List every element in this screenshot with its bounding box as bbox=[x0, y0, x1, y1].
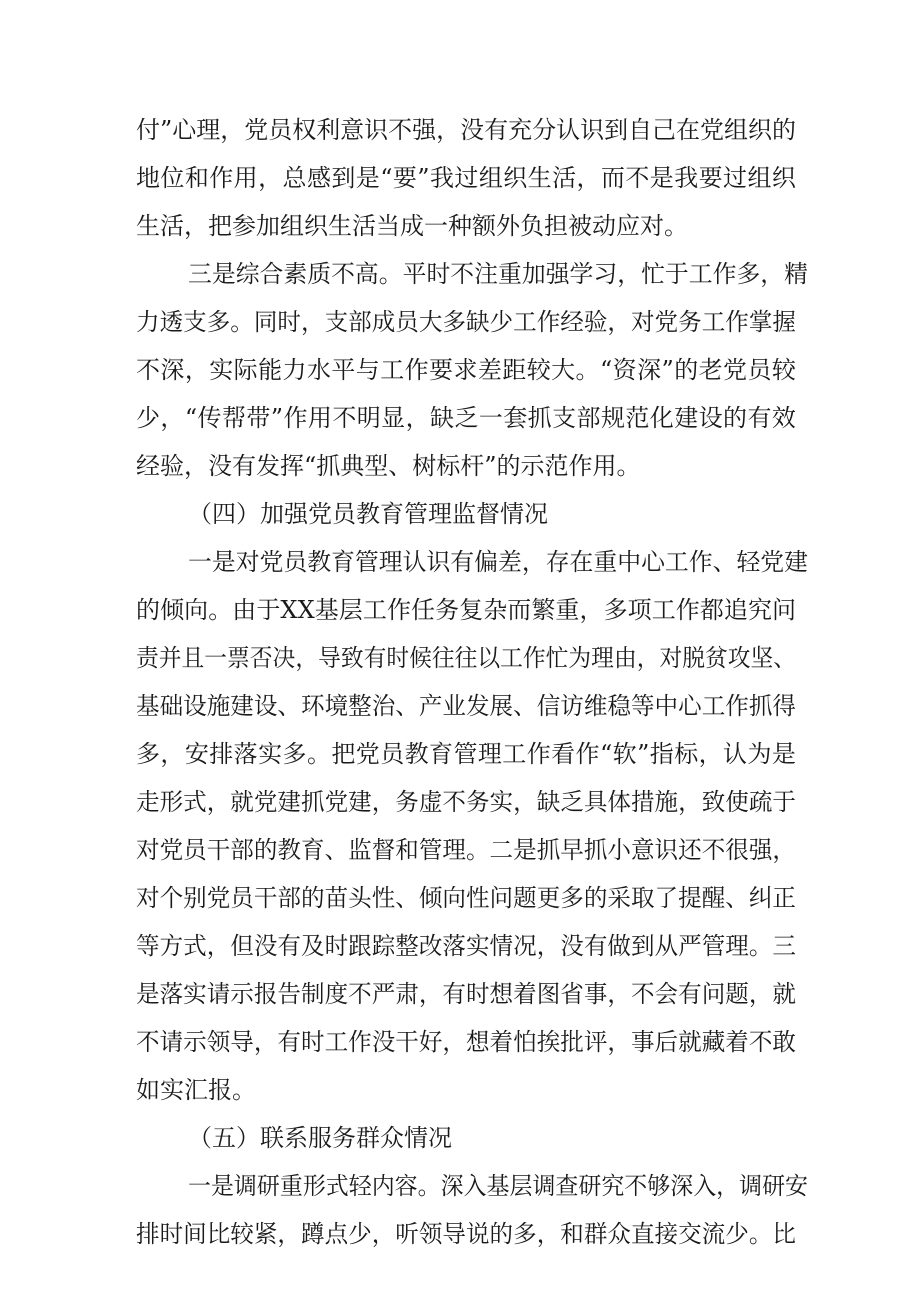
text-line: 一是对党员教育管理认识有偏差，存在重中心工作、轻党建 bbox=[188, 548, 809, 576]
text-line: 基础设施建设、环境整治、产业发展、信访维稳等中心工作抓得 bbox=[136, 692, 796, 720]
text-line: 是落实请示报告制度不严肃，有时想着图省事，不会有问题，就 bbox=[136, 980, 796, 1008]
text-line: 力透支多。同时，支部成员大多缺少工作经验，对党务工作掌握 bbox=[136, 308, 796, 336]
text-line: 不深，实际能力水平与工作要求差距较大。“资深”的老党员较 bbox=[136, 356, 796, 384]
section-heading: （四）加强党员教育管理监督情况 bbox=[188, 500, 548, 528]
text-line: 一是调研重形式轻内容。深入基层调查研究不够深入，调研安 bbox=[188, 1172, 809, 1200]
text-line: 多，安排落实多。把党员教育管理工作看作“软”指标，认为是 bbox=[136, 740, 796, 768]
section-heading: （五）联系服务群众情况 bbox=[188, 1124, 452, 1152]
text-line: 生活，把参加组织生活当成一种额外负担被动应对。 bbox=[136, 212, 688, 240]
text-line: 经验，没有发挥“抓典型、树标杆”的示范作用。 bbox=[136, 452, 641, 480]
text-line: 不请示领导，有时工作没干好，想着怕挨批评，事后就藏着不敢 bbox=[136, 1028, 796, 1056]
text-line: 如实汇报。 bbox=[136, 1076, 256, 1104]
text-line: 地位和作用，总感到是“要”我过组织生活，而不是我要过组织 bbox=[136, 164, 796, 192]
text-line: 的倾向。由于XX基层工作任务复杂而繁重，多项工作都追究问 bbox=[136, 596, 796, 624]
text-line: 少，“传帮带”作用不明显，缺乏一套抓支部规范化建设的有效 bbox=[136, 404, 796, 432]
text-line: 走形式，就党建抓党建，务虚不务实，缺乏具体措施，致使疏于 bbox=[136, 788, 796, 816]
text-line: 对个别党员干部的苗头性、倾向性问题更多的采取了提醒、纠正 bbox=[136, 884, 796, 912]
text-line: 责并且一票否决，导致有时候往往以工作忙为理由，对脱贫攻坚、 bbox=[136, 644, 797, 672]
text-line: 等方式，但没有及时跟踪整改落实情况，没有做到从严管理。三 bbox=[136, 932, 796, 960]
text-line: 对党员干部的教育、监督和管理。二是抓早抓小意识还不很强， bbox=[136, 836, 796, 864]
text-line: 三是综合素质不高。平时不注重加强学习，忙于工作多，精 bbox=[188, 260, 809, 288]
text-line: 付”心理，党员权利意识不强，没有充分认识到自己在党组织的 bbox=[136, 116, 797, 144]
text-line: 排时间比较紧，蹲点少，听领导说的多，和群众直接交流少。比 bbox=[136, 1220, 796, 1248]
